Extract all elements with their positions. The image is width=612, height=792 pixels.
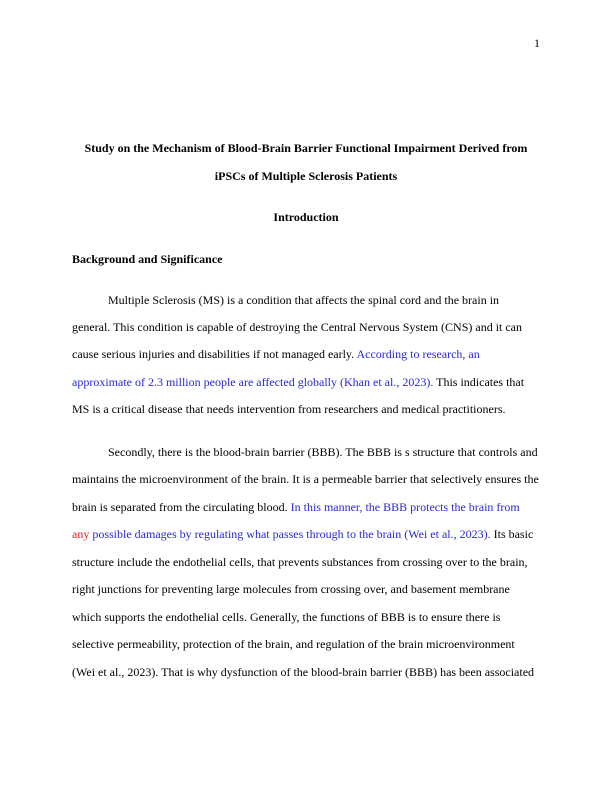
highlighted-text: approximate of 2.3 million people are affected globally (Khan et al., 2023). — [72, 375, 434, 389]
text-span: cause serious injuries and disabilities if not managed early. — [72, 347, 357, 361]
text-line: maintains the microenvironment of the brain. It is a permeable barrier that selectively ensures the — [72, 472, 539, 486]
subsection-heading: Background and Significance — [72, 252, 223, 266]
text-line: right junctions for preventing large molecules from crossing over, and basement membrane — [72, 582, 510, 596]
text-line — [72, 527, 533, 542]
text-line: which supports the endothelial cells. Generally, the functions of BBB is to ensure there is — [72, 610, 501, 624]
text-line: structure include the endothelial cells, that prevents substances from crossing over to the brain, — [72, 555, 528, 569]
section-heading: Introduction — [273, 210, 339, 224]
text-line — [72, 375, 524, 390]
text-line: Multiple Sclerosis (MS) is a condition that affects the spinal cord and the brain in — [108, 293, 500, 307]
text-line — [72, 500, 520, 515]
document-title-line-1: Study on the Mechanism of Blood-Brain Barrier Functional Impairment Derived from — [84, 141, 528, 155]
highlighted-text: According to research, an — [356, 347, 480, 361]
text-span: Its basic — [490, 527, 534, 541]
text-line: general. This condition is capable of destroying the Central Nervous System (CNS) and it can — [72, 320, 523, 334]
highlighted-text-red: any — [72, 527, 90, 541]
text-line — [72, 347, 480, 362]
text-span: This indicates that — [433, 375, 525, 389]
page-number: 1 — [534, 36, 540, 50]
highlighted-text: possible damages by regulating what passes through to the brain (Wei et al., 2023). — [89, 527, 491, 541]
text-line: (Wei et al., 2023). That is why dysfunction of the blood-brain barrier (BBB) has been associated — [72, 665, 535, 679]
text-span: brain is separated from the circulating blood. — [72, 500, 291, 514]
text-line: MS is a critical disease that needs intervention from researchers and medical practitioners. — [72, 402, 506, 416]
text-line: Secondly, there is the blood-brain barrier (BBB). The BBB is s structure that controls and — [108, 445, 538, 459]
highlighted-text: In this manner, the BBB protects the brain from — [290, 500, 520, 514]
document-title-line-2: iPSCs of Multiple Sclerosis Patients — [214, 169, 398, 183]
text-line: selective permeability, protection of the brain, and regulation of the brain microenvironment — [72, 637, 515, 651]
